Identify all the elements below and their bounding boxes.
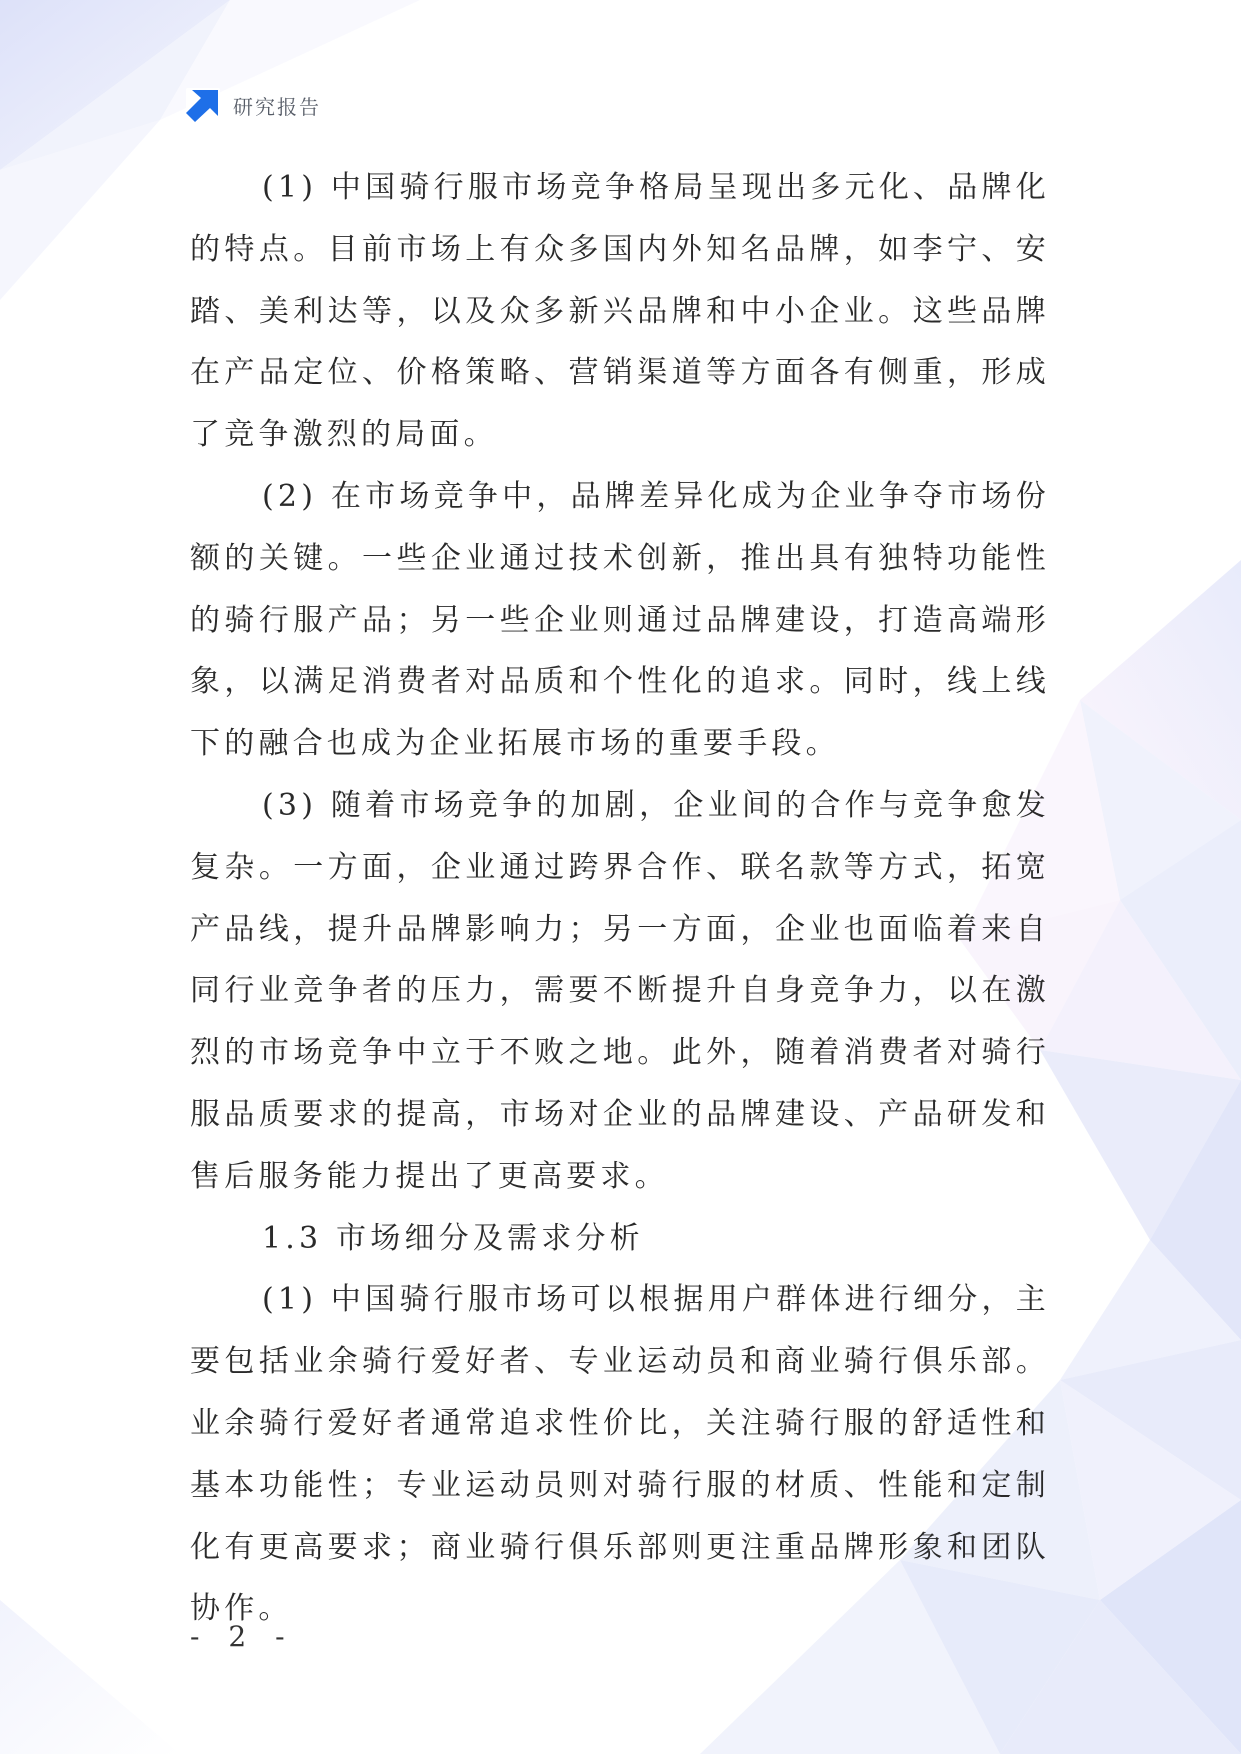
paragraph: (3) 随着市场竞争的加剧，企业间的合作与竞争愈发复杂。一方面，企业通过跨界合作、联名款等方式，拓宽产品线，提升品牌影响力；另一方面，企业也面临着来自同行业竞争者的压力，需要不断提升自身竞争力，以在激烈的市场竞争中立于不败之地。此外，随着消费者对骑行服品质要求的提高，市场对企业的品牌建设、产品研发和售后服务能力提出了更高要求。 (190, 787, 1050, 1194)
paragraph: (2) 在市场竞争中，品牌差异化成为企业争夺市场份额的关键。一些企业通过技术创新，推出具有独特功能性的骑行服产品；另一些企业则通过品牌建设，打造高端形象，以满足消费者对品质和个性化的追求。同时，线上线下的融合也成为企业拓展市场的重要手段。 (190, 478, 1050, 762)
arrow-up-right-icon (186, 88, 220, 122)
section-heading: 1.3 市场细分及需求分析 (262, 1220, 644, 1256)
document-body (190, 157, 1050, 1640)
paragraph: (1) 中国骑行服市场竞争格局呈现出多元化、品牌化的特点。目前市场上有众多国内外知名品牌，如李宁、安踏、美利达等，以及众多新兴品牌和中小企业。这些品牌在产品定位、价格策略、营销渠道等方面各有侧重，形成了竞争激烈的局面。 (190, 170, 1050, 453)
page-number: - 2 - (190, 1620, 295, 1653)
header-title: 研究报告 (233, 94, 321, 119)
paragraph: (1) 中国骑行服市场可以根据用户群体进行细分，主要包括业余骑行爱好者、专业运动员和商业骑行俱乐部。业余骑行爱好者通常追求性价比，关注骑行服的舒适性和基本功能性；专业运动员则对骑行服的材质、性能和定制化有更高要求；商业骑行俱乐部则更注重品牌形象和团队协作。 (190, 1282, 1050, 1627)
report-header (186, 88, 321, 122)
